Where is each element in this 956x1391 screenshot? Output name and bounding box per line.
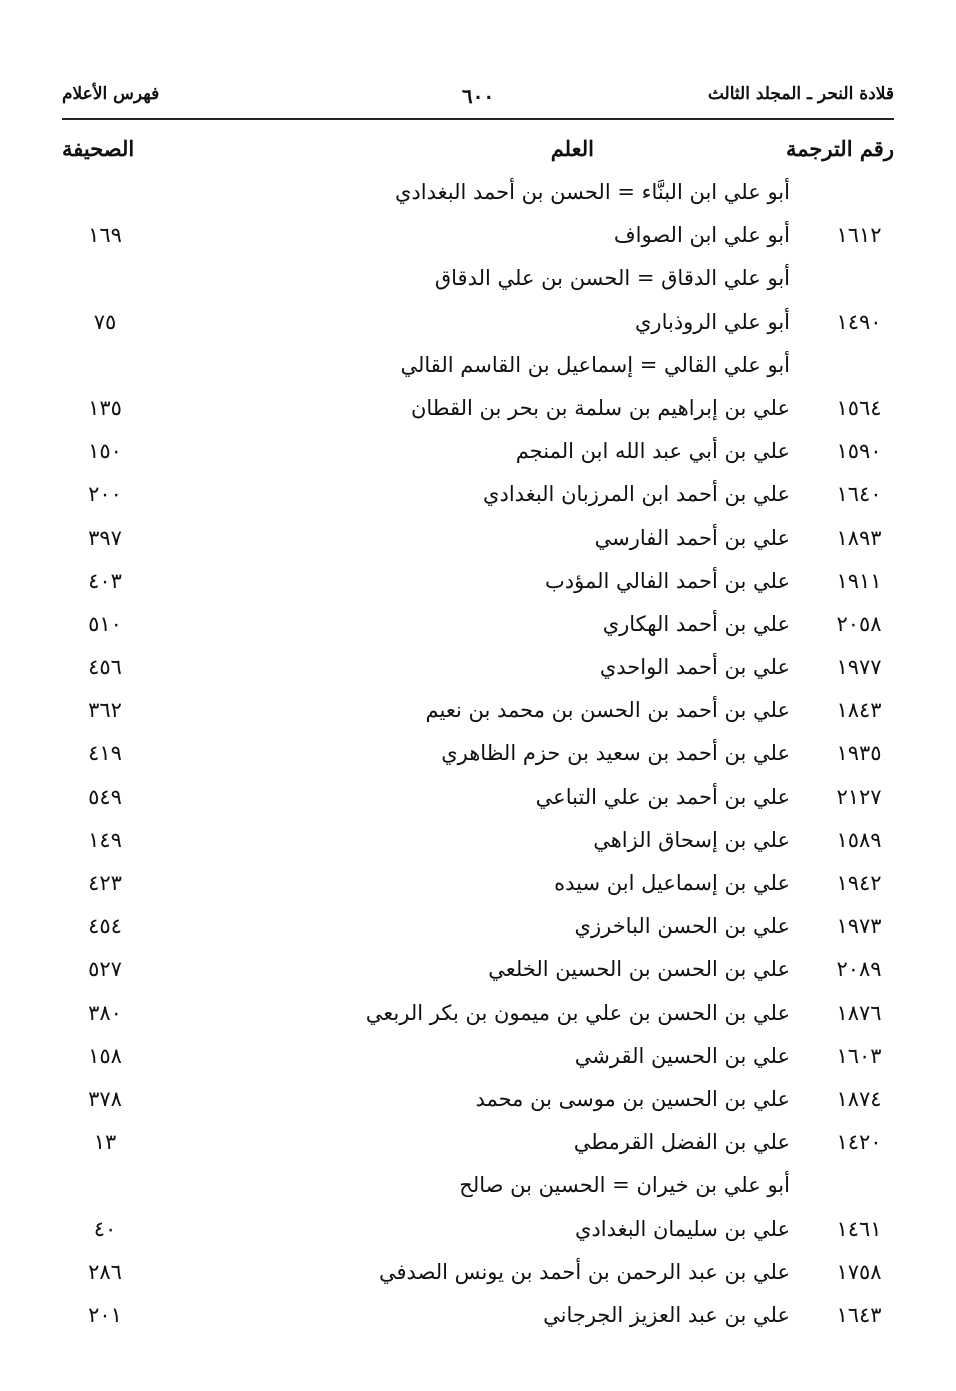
entry-number: ١٨٧٤ bbox=[836, 1086, 882, 1111]
column-header-number: رقم الترجمة bbox=[785, 136, 894, 161]
list-item bbox=[62, 215, 894, 258]
list-item bbox=[62, 604, 894, 647]
entry-page: ٣٧٨ bbox=[88, 1086, 122, 1111]
entry-name: علي بن عبد العزيز الجرجاني bbox=[543, 1302, 790, 1327]
entry-number: ١٨٩٣ bbox=[836, 525, 882, 550]
list-item bbox=[62, 993, 894, 1036]
entry-name: علي بن الفضل القرمطي bbox=[573, 1130, 790, 1155]
list-item bbox=[62, 431, 894, 474]
entry-name: أبو علي ابن البنَّاء = الحسن بن أحمد البغدادي bbox=[394, 180, 790, 204]
entry-page: ١٣٥ bbox=[88, 395, 122, 420]
entry-name: علي بن سليمان البغدادي bbox=[574, 1216, 790, 1241]
entry-page: ١٤٩ bbox=[88, 827, 122, 852]
entry-number: ١٩٧٣ bbox=[836, 914, 882, 939]
entry-name: علي بن الحسن الباخرزي bbox=[574, 914, 790, 939]
entry-page: ٤٠ bbox=[93, 1216, 117, 1241]
entry-name: علي بن عبد الرحمن بن أحمد بن يونس الصدفي bbox=[379, 1259, 790, 1284]
list-item bbox=[62, 518, 894, 561]
list-item bbox=[62, 863, 894, 906]
entry-number: ١٩٤٢ bbox=[836, 871, 882, 895]
entry-page: ٤١٩ bbox=[88, 741, 122, 766]
entry-page: ٤٢٣ bbox=[88, 871, 122, 895]
entry-page: ٥٢٧ bbox=[88, 957, 122, 982]
entry-page: ١٦٩ bbox=[88, 223, 122, 248]
entry-name: علي بن الحسن بن الحسين الخلعي bbox=[488, 957, 790, 982]
entry-name: علي بن أحمد الفارسي bbox=[594, 525, 790, 550]
entry-page: ٢٨٦ bbox=[88, 1259, 122, 1284]
entry-number: ١٥٩٠ bbox=[836, 439, 882, 464]
list-item bbox=[62, 906, 894, 949]
entry-page: ١٥٨ bbox=[88, 1043, 122, 1068]
entry-name: علي بن الحسين القرشي bbox=[574, 1043, 790, 1068]
page-number: ٦٠٠ bbox=[461, 84, 495, 108]
entry-number: ٢٠٨٩ bbox=[836, 957, 882, 982]
entry-name: علي بن الحسين بن موسى بن محمد bbox=[475, 1086, 790, 1111]
entry-name: علي بن إسماعيل ابن سيده bbox=[554, 871, 790, 895]
list-item bbox=[62, 1079, 894, 1122]
list-item bbox=[62, 1122, 894, 1165]
entry-name: علي بن الحسن بن علي بن ميمون بن بكر الربعي bbox=[365, 1000, 790, 1025]
entry-page: ٣٩٧ bbox=[88, 525, 122, 550]
column-headers bbox=[62, 132, 894, 168]
entry-name: علي بن أبي عبد الله ابن المنجم bbox=[515, 439, 790, 464]
entry-page: ٥٤٩ bbox=[88, 784, 122, 809]
entry-name: أبو علي الروذباري bbox=[635, 309, 790, 334]
entry-number: ٢١٢٧ bbox=[836, 784, 882, 809]
list-item bbox=[62, 302, 894, 345]
entry-number: ١٩١١ bbox=[836, 568, 882, 593]
list-item bbox=[62, 1252, 894, 1295]
header-rule bbox=[62, 118, 894, 120]
entry-number: ١٩٧٧ bbox=[836, 655, 882, 680]
entry-number: ١٦٤٠ bbox=[836, 482, 882, 507]
entry-page: ٣٦٢ bbox=[88, 698, 122, 723]
entry-name: علي بن أحمد ابن المرزبان البغدادي bbox=[483, 482, 790, 507]
entry-number: ١٩٣٥ bbox=[836, 741, 882, 766]
entry-number: ١٦٠٣ bbox=[836, 1043, 882, 1068]
entry-page: ١٣ bbox=[93, 1130, 117, 1155]
list-item bbox=[62, 345, 894, 388]
entry-page: ٤٠٣ bbox=[88, 568, 122, 593]
list-item bbox=[62, 1036, 894, 1079]
list-item bbox=[62, 172, 894, 215]
entry-page: ٤٥٤ bbox=[88, 914, 122, 939]
list-item bbox=[62, 1295, 894, 1338]
column-header-page: الصحيفة bbox=[62, 136, 135, 161]
list-item bbox=[62, 1209, 894, 1252]
entry-number: ١٧٥٨ bbox=[836, 1259, 882, 1284]
book-title: قلادة النحر ـ المجلد الثالث bbox=[707, 84, 894, 104]
entry-number: ١٥٨٩ bbox=[836, 827, 882, 852]
entry-name: علي بن أحمد بن علي التباعي bbox=[535, 784, 790, 809]
list-item bbox=[62, 388, 894, 431]
list-item bbox=[62, 733, 894, 776]
list-item bbox=[62, 258, 894, 301]
entry-number: ١٥٦٤ bbox=[836, 395, 882, 420]
entry-name: علي بن أحمد الفالي المؤدب bbox=[545, 568, 790, 593]
entry-number: ١٦١٢ bbox=[836, 223, 882, 248]
entry-number: ١٨٧٦ bbox=[836, 1000, 882, 1025]
running-header bbox=[62, 78, 894, 114]
column-header-name: العلم bbox=[550, 136, 594, 161]
list-item bbox=[62, 820, 894, 863]
list-item bbox=[62, 1165, 894, 1208]
entry-page: ٧٥ bbox=[93, 309, 117, 334]
entry-name: أبو علي ابن الصواف bbox=[613, 223, 790, 248]
entry-page: ٤٥٦ bbox=[88, 655, 122, 680]
entry-name: أبو علي القالي = إسماعيل بن القاسم القالي bbox=[400, 352, 790, 377]
entry-number: ٢٠٥٨ bbox=[836, 611, 882, 636]
entry-page: ٣٨٠ bbox=[88, 1000, 122, 1025]
list-item bbox=[62, 949, 894, 992]
entry-name: علي بن أحمد بن الحسن بن محمد بن نعيم bbox=[425, 698, 790, 723]
entry-page: ١٥٠ bbox=[88, 439, 122, 464]
entry-name: أبو علي الدقاق = الحسن بن علي الدقاق bbox=[434, 266, 790, 291]
entry-name: علي بن أحمد الهكاري bbox=[602, 611, 790, 636]
entry-name: علي بن أحمد الواحدي bbox=[599, 655, 790, 680]
entry-number: ١٨٤٣ bbox=[836, 698, 882, 723]
section-title: فهرس الأعلام bbox=[62, 84, 160, 104]
entry-page: ٢٠١ bbox=[88, 1302, 122, 1327]
list-item bbox=[62, 474, 894, 517]
entry-name: علي بن أحمد بن سعيد بن حزم الظاهري bbox=[441, 741, 790, 766]
entry-number: ١٦٤٣ bbox=[836, 1302, 882, 1327]
index-list bbox=[62, 172, 894, 1338]
entry-number: ١٤٦١ bbox=[836, 1216, 882, 1241]
list-item bbox=[62, 777, 894, 820]
list-item bbox=[62, 647, 894, 690]
entry-number: ١٤٢٠ bbox=[836, 1130, 882, 1155]
entry-name: علي بن إسحاق الزاهي bbox=[593, 827, 790, 852]
entry-number: ١٤٩٠ bbox=[836, 309, 882, 334]
entry-name: علي بن إبراهيم بن سلمة بن بحر بن القطان bbox=[410, 395, 790, 420]
entry-page: ٥١٠ bbox=[88, 611, 122, 636]
list-item bbox=[62, 561, 894, 604]
list-item bbox=[62, 690, 894, 733]
entry-page: ٢٠٠ bbox=[88, 482, 122, 507]
entry-name: أبو علي بن خيران = الحسين بن صالح bbox=[459, 1173, 790, 1198]
